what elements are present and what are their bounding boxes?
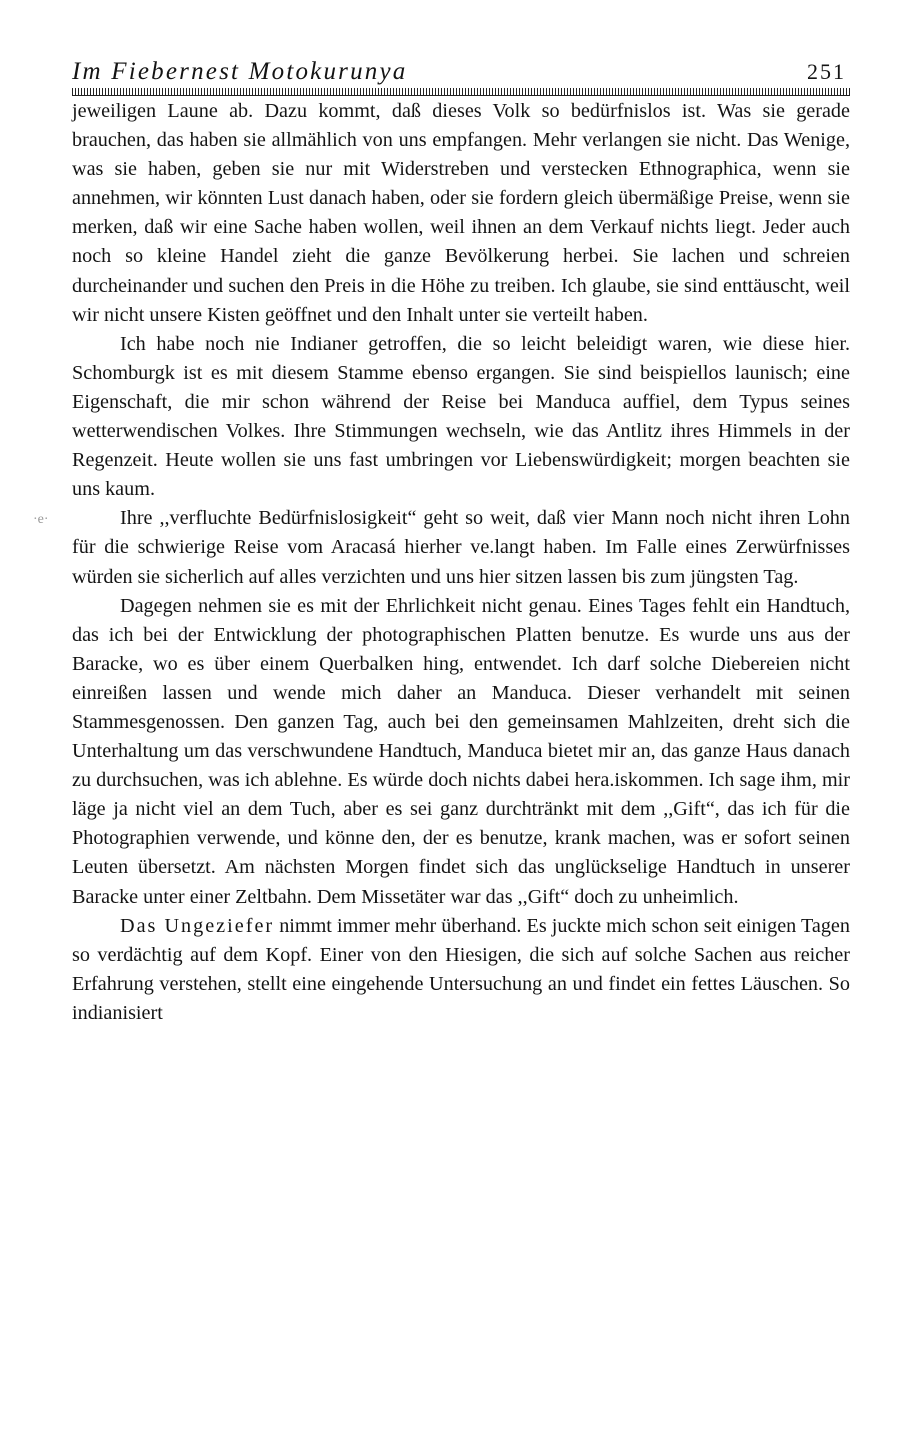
- paragraph-5-text: nimmt immer mehr überhand. Es juckte mich schon seit einigen Tagen so verdächtig auf dem Kopf. Einer von den Hiesigen, die sich auf solche Sachen aus reicher Erfahrung verstehen, stellt eine eingehende Untersuchung an und findet ein fettes Läuschen. So indianisiert: [72, 914, 850, 1024]
- page: [72, 56, 850, 1028]
- running-head: [72, 56, 850, 88]
- body-text: [72, 97, 850, 1028]
- paragraph-1: jeweiligen Laune ab. Dazu kommt, daß dieses Volk so bedürfnislos ist. Was sie gerade brauchen, das haben sie allmählich von uns empfangen. Mehr verlangen sie nicht. Das Wenige, was sie haben, geben sie nur mit Widerstreben und verstecken Ethnographica, wenn sie annehmen, wir könnten Lust danach haben, oder sie fordern gleich übermäßige Preise, wenn sie merken, daß wir eine Sache haben wollen, weil ihnen an dem Verkauf nichts liegt. Jeder auch noch so kleine Handel zieht die ganze Bevölkerung herbei. Sie lachen und schreien durcheinander und suchen den Preis in die Höhe zu treiben. Ich glaube, sie sind enttäuscht, weil wir nicht unsere Kisten geöffnet und den Inhalt unter sie verteilt haben.: [72, 100, 850, 326]
- page-number: 251: [807, 59, 846, 84]
- paragraph-2: Ich habe noch nie Indianer getroffen, die so leicht beleidigt waren, wie diese hier. Schomburgk ist es mit diesem Stamme ebenso ergangen. Sie sind beispiellos launisch; eine Eigenschaft, die mir schon während der Reise bei Manduca auffiel, dem Typus seines wetterwendischen Volkes. Ihre Stimmungen wechseln, wie das Antlitz ihres Himmels in der Regenzeit. Heute wollen sie uns fast umbringen vor Liebenswürdigkeit; morgen beachten sie uns kaum.: [72, 332, 850, 501]
- paragraph-3: Ihre ,,verfluchte Bedürfnislosigkeit“ geht so weit, daß vier Mann noch nicht ihren Lohn für die schwierige Reise vom Aracasá hierher ve.langt haben. Im Falle eines Zerwürfnisses würden sie sicherlich auf alles verzichten und uns hier sitzen lassen bis zum jüngsten Tag.: [72, 507, 850, 588]
- paragraph-5: [72, 912, 850, 1028]
- running-title: Im Fiebernest Motokurunya: [72, 58, 408, 85]
- header-rule: [72, 88, 850, 96]
- paragraph-4: Dagegen nehmen sie es mit der Ehrlichkeit nicht genau. Eines Tages fehlt ein Handtuch, das ich bei der Entwicklung der photographischen Platten benutze. Es wurde uns aus der Baracke, wo es über einem Querbalken hing, entwendet. Ich darf solche Diebereien nicht einreißen lassen und wende mich daher an Manduca. Dieser verhandelt mit seinen Stammesgenossen. Den ganzen Tag, auch bei den gemeinsamen Mahlzeiten, dreht sich die Unterhaltung um das verschwundene Handtuch, Manduca bietet mir an, das ganze Haus danach zu durchsuchen, was ich ablehne. Es würde doch nichts dabei hera.iskommen. Ich sage ihm, mir läge ja nicht viel an dem Tuch, aber es sei ganz durchtränkt mit dem ,,Gift“, das ich für die Photographien verwende, und könne den, der es benutze, krank machen, was er sofort seinen Leuten übersetzt. Am nächsten Morgen findet sich das unglückselige Handtuch in unserer Baracke unter einer Zeltbahn. Dem Missetäter war das ,,Gift“ doch zu unheimlich.: [72, 594, 850, 908]
- spaced-heading-word: Das Ungeziefer: [120, 914, 275, 937]
- margin-mark: ·e·: [33, 512, 49, 527]
